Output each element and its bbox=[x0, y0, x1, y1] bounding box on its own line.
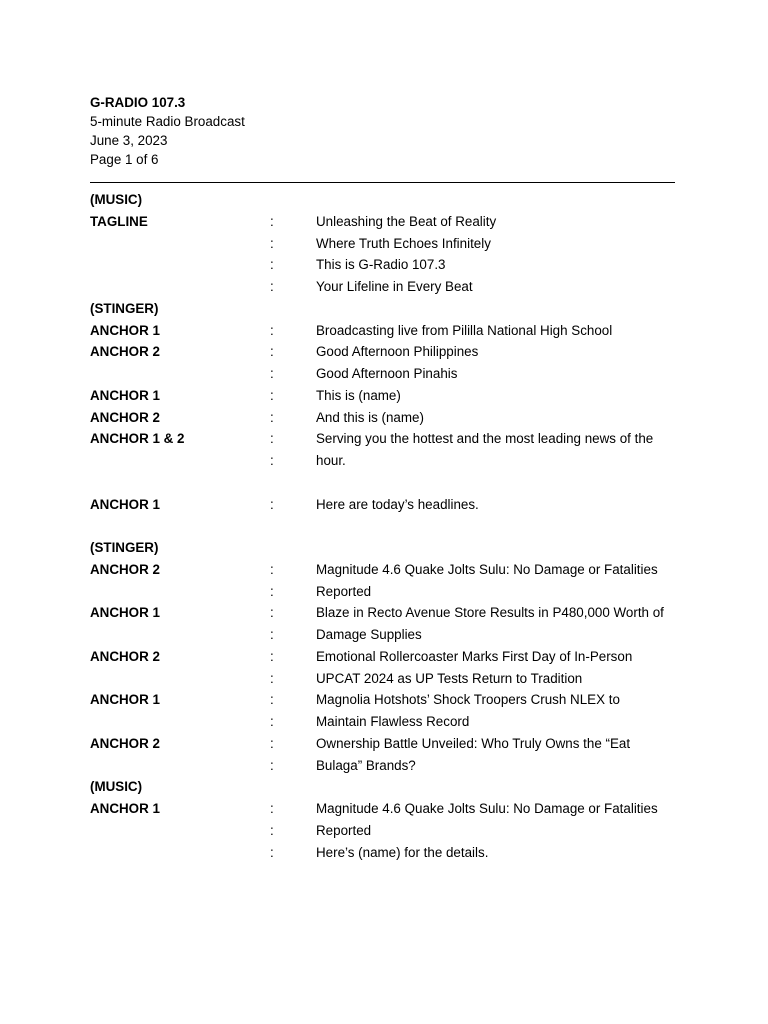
script-row bbox=[90, 798, 690, 820]
script-line-text: Damage Supplies bbox=[316, 627, 422, 642]
script-row bbox=[90, 407, 690, 429]
line-separator: : bbox=[270, 627, 274, 642]
script-line-text: Reported bbox=[316, 583, 372, 599]
line-separator: : bbox=[270, 801, 274, 816]
script-line-text: Good Afternoon Philippines bbox=[316, 344, 479, 360]
line-separator: : bbox=[270, 279, 274, 294]
speaker-label: ANCHOR 1 bbox=[90, 692, 160, 708]
script-line-text: hour. bbox=[316, 453, 346, 468]
script-line-text: Here’s (name) for the details. bbox=[316, 844, 489, 860]
script-row bbox=[90, 733, 690, 755]
script-row bbox=[90, 254, 690, 276]
script-body bbox=[90, 189, 690, 863]
line-separator: : bbox=[270, 366, 274, 381]
document-header bbox=[90, 93, 245, 169]
script-line-text: Ownership Battle Unveiled: Who Truly Owns the “Eat bbox=[316, 735, 631, 751]
speaker-label: ANCHOR 2 bbox=[90, 561, 160, 577]
script-line-text: Your Lifeline in Every Beat bbox=[316, 279, 473, 294]
line-separator: : bbox=[270, 648, 274, 664]
script-row bbox=[90, 559, 690, 581]
script-row bbox=[90, 842, 690, 864]
script-line-text: Emotional Rollercoaster Marks First Day of In-Person bbox=[316, 648, 633, 664]
line-separator: : bbox=[270, 692, 274, 708]
speaker-label: ANCHOR 1 & 2 bbox=[90, 431, 185, 447]
script-row bbox=[90, 298, 690, 320]
script-line-text: Blaze in Recto Avenue Store Results in P480,000 Worth of bbox=[316, 605, 664, 621]
script-row bbox=[90, 472, 690, 494]
script-row bbox=[90, 428, 690, 450]
script-row bbox=[90, 776, 690, 798]
script-line-text: Magnolia Hotshots’ Shock Troopers Crush NLEX to bbox=[316, 692, 620, 708]
line-separator: : bbox=[270, 235, 274, 251]
page-number: Page 1 of 6 bbox=[90, 152, 159, 167]
script-row bbox=[90, 646, 690, 668]
line-separator: : bbox=[270, 431, 274, 447]
script-line-text: And this is (name) bbox=[316, 409, 424, 425]
line-separator: : bbox=[270, 583, 274, 599]
script-row bbox=[90, 211, 690, 233]
header-divider bbox=[90, 182, 675, 183]
script-line-text: Bulaga” Brands? bbox=[316, 757, 416, 773]
script-row bbox=[90, 820, 690, 842]
script-row bbox=[90, 755, 690, 777]
script-line-text: This is (name) bbox=[316, 387, 401, 403]
speaker-label: ANCHOR 1 bbox=[90, 387, 160, 403]
script-row bbox=[90, 341, 690, 363]
script-row bbox=[90, 515, 690, 537]
speaker-label: ANCHOR 2 bbox=[90, 409, 160, 425]
script-row bbox=[90, 668, 690, 690]
station-name: G-RADIO 107.3 bbox=[90, 95, 186, 110]
script-line-text: Reported bbox=[316, 822, 372, 838]
speaker-label: ANCHOR 1 bbox=[90, 605, 160, 621]
script-row bbox=[90, 276, 690, 298]
line-separator: : bbox=[270, 213, 274, 229]
line-separator: : bbox=[270, 844, 274, 860]
script-line-text: Here are today’s headlines. bbox=[316, 496, 479, 512]
speaker-label: ANCHOR 2 bbox=[90, 735, 160, 751]
line-separator: : bbox=[270, 561, 274, 577]
line-separator: : bbox=[270, 453, 274, 468]
speaker-label: (MUSIC) bbox=[90, 192, 143, 207]
script-row bbox=[90, 494, 690, 516]
script-line-text: This is G-Radio 107.3 bbox=[316, 257, 446, 273]
speaker-label: ANCHOR 2 bbox=[90, 648, 160, 664]
program-name: 5-minute Radio Broadcast bbox=[90, 114, 245, 129]
script-row bbox=[90, 385, 690, 407]
speaker-label: ANCHOR 2 bbox=[90, 344, 160, 360]
line-separator: : bbox=[270, 670, 274, 686]
script-line-text: Where Truth Echoes Infinitely bbox=[316, 235, 491, 251]
script-row bbox=[90, 624, 690, 646]
script-row bbox=[90, 450, 690, 472]
script-row bbox=[90, 363, 690, 385]
script-line-text: Good Afternoon Pinahis bbox=[316, 366, 458, 381]
line-separator: : bbox=[270, 344, 274, 360]
speaker-label: ANCHOR 1 bbox=[90, 322, 160, 338]
line-separator: : bbox=[270, 387, 274, 403]
script-line-text: Unleashing the Beat of Reality bbox=[316, 213, 497, 229]
script-row bbox=[90, 320, 690, 342]
script-row bbox=[90, 189, 690, 211]
script-row bbox=[90, 602, 690, 624]
script-row bbox=[90, 689, 690, 711]
line-separator: : bbox=[270, 322, 274, 338]
line-separator: : bbox=[270, 735, 274, 751]
script-row bbox=[90, 537, 690, 559]
broadcast-date: June 3, 2023 bbox=[90, 133, 168, 148]
script-line-text: Magnitude 4.6 Quake Jolts Sulu: No Damage or Fatalities bbox=[316, 801, 658, 816]
script-line-text: UPCAT 2024 as UP Tests Return to Tradition bbox=[316, 670, 583, 686]
line-separator: : bbox=[270, 605, 274, 621]
line-separator: : bbox=[270, 822, 274, 838]
script-line-text: Magnitude 4.6 Quake Jolts Sulu: No Damage or Fatalities bbox=[316, 561, 658, 577]
script-line-text: Broadcasting live from Pililla National High School bbox=[316, 322, 613, 338]
line-separator: : bbox=[270, 496, 274, 512]
script-row bbox=[90, 581, 690, 603]
speaker-label: (STINGER) bbox=[90, 300, 159, 316]
script-row bbox=[90, 233, 690, 255]
speaker-label: ANCHOR 1 bbox=[90, 801, 160, 816]
speaker-label: ANCHOR 1 bbox=[90, 496, 160, 512]
script-row bbox=[90, 711, 690, 733]
speaker-label: (STINGER) bbox=[90, 540, 159, 555]
speaker-label: TAGLINE bbox=[90, 213, 148, 229]
line-separator: : bbox=[270, 757, 274, 773]
speaker-label: (MUSIC) bbox=[90, 779, 143, 795]
line-separator: : bbox=[270, 409, 274, 425]
line-separator: : bbox=[270, 714, 274, 729]
script-line-text: Serving you the hottest and the most leading news of the bbox=[316, 431, 654, 447]
line-separator: : bbox=[270, 257, 274, 273]
script-line-text: Maintain Flawless Record bbox=[316, 714, 470, 729]
